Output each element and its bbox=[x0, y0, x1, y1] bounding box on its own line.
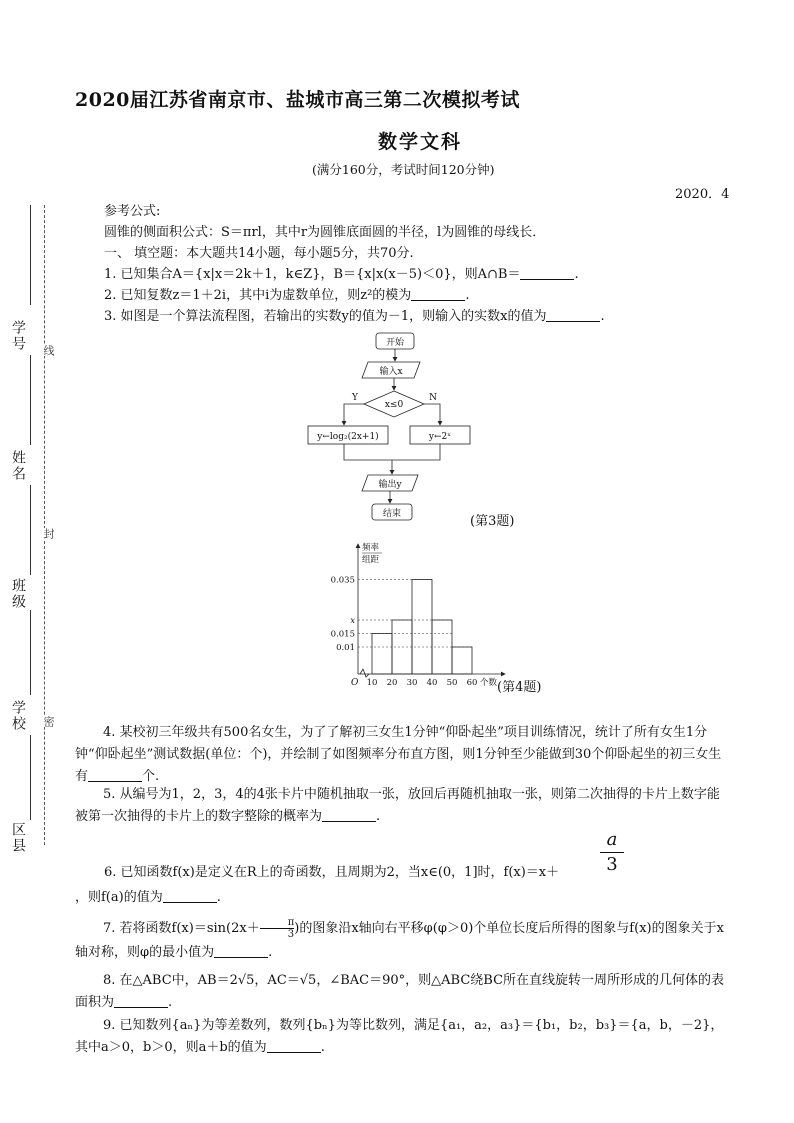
flow-condition-label: x≤0 bbox=[384, 400, 404, 410]
question-6-tail-text: ，则f(a)的值为 bbox=[75, 890, 163, 905]
margin-mark-seal: 封 bbox=[42, 528, 55, 539]
answer-blank bbox=[88, 769, 142, 782]
answer-blank bbox=[546, 309, 600, 322]
y-axis-label-top: 频率 bbox=[362, 543, 380, 553]
question-8-text: 8. 在△ABC中，AB＝2√5，AC＝√5，∠BAC＝90°，则△ABC绕BC所在直线旋转一周所形成的几何体的表面积为 bbox=[75, 973, 725, 1010]
flow-yes-label: Y bbox=[352, 393, 358, 403]
question-6-fraction bbox=[600, 830, 624, 875]
question-6-tail: ，则f(a)的值为 . bbox=[75, 890, 221, 905]
histogram-chart bbox=[320, 538, 520, 698]
question-6-main bbox=[104, 862, 559, 883]
exam-title: 2020届江苏省南京市、盐城市高三第二次模拟考试 bbox=[75, 89, 520, 111]
flow-output-label: 输出y bbox=[378, 480, 402, 490]
question-3: 3. 如图是一个算法流程图，若输出的实数y的值为－1，则输入的实数x的值为 . bbox=[104, 309, 605, 324]
flow-right-label: y←2ˣ bbox=[428, 432, 452, 442]
margin-label-student-id: 学号 bbox=[10, 320, 26, 352]
margin-field-line bbox=[30, 610, 31, 695]
fraction-numerator: a bbox=[606, 829, 618, 850]
question-3-text: 3. 如图是一个算法流程图，若输出的实数y的值为－1，则输入的实数x的值为 bbox=[104, 309, 547, 324]
answer-blank bbox=[163, 890, 217, 903]
question-5: 5. 从编号为1，2，3，4的4张卡片中随机抽取一张，放回后再随机抽取一张，则第二次抽得的卡片上数字能被第一次抽得的卡片上的数字整除的概率为 . bbox=[75, 787, 720, 824]
question-1: 1. 已知集合A＝{x|x＝2k＋1，k∈Z}，B＝{x|x(x－5)＜0}，则A∩B＝ . bbox=[104, 267, 579, 282]
x-tick-label: 30 bbox=[406, 678, 418, 688]
question-9-text: 9. 已知数列{aₙ}为等差数列，数列{bₙ}为等比数列，满足{a₁，a₂，a₃}＝{b₁，b₂，b₃}＝{a，b，－2}，其中a＞0，b＞0，则a＋b的值为 bbox=[75, 1018, 724, 1055]
question-4-text: 4. 某校初三年级共有500名女生，为了了解初三女生1分钟“仰卧起坐”项目训练情况，统计了所有女生1分钟“仰卧起坐”测试数据(单位：个)，并绘制了如图频率分布直方图，则1分钟至少能做到30个仰卧起坐的初三女生有 bbox=[75, 725, 722, 784]
flow-end-label: 结束 bbox=[382, 509, 402, 519]
flow-left-label: y←log₂(2x+1) bbox=[317, 432, 379, 442]
y-axis-label-bottom: 组距 bbox=[362, 555, 380, 565]
flow-no-label: N bbox=[429, 393, 437, 403]
question-7: 7. 若将函数f(x)＝sin(2x＋ $\frac{\pi}{3}$ )的图象沿x轴向右平移φ(φ＞0)个单位长度后所得的图象与f(x)的图象关于x轴对称，则φ的最小值为 . bbox=[75, 917, 724, 960]
y-tick-label: 0.015 bbox=[330, 629, 355, 640]
question-6-text: 6. 已知函数f(x)是定义在R上的奇函数，且周期为2，当x∈(0，1]时，f(x)＝x＋ bbox=[104, 865, 560, 880]
question-7-text-b: )的图象沿x轴向右平移φ(φ＞0)个单位长度后所得的图象与f(x)的图象关于x轴对称，则φ的最小值为 bbox=[75, 921, 724, 960]
question-7-text-a: 7. 若将函数f(x)＝sin(2x＋ bbox=[103, 921, 260, 936]
margin-mark-line: 线 bbox=[42, 345, 55, 356]
x-tick-label: 10 bbox=[366, 678, 378, 688]
origin-label: O bbox=[351, 678, 359, 688]
margin-dashed-line bbox=[44, 205, 45, 845]
answer-blank bbox=[114, 995, 168, 1008]
histogram-bar bbox=[412, 580, 432, 675]
answer-blank bbox=[411, 288, 465, 301]
formula-text: 圆锥的侧面积公式：S＝πrl，其中r为圆锥底面圆的半径，l为圆锥的母线长． bbox=[104, 225, 546, 240]
margin-label-name: 姓名 bbox=[10, 450, 26, 482]
histogram-bar bbox=[452, 647, 472, 674]
x-tick-label: 60 bbox=[466, 678, 478, 688]
question-8: 8. 在△ABC中，AB＝2√5，AC＝√5，∠BAC＝90°，则△ABC绕BC所在直线旋转一周所形成的几何体的表面积为 . bbox=[75, 973, 725, 1010]
answer-blank bbox=[214, 945, 268, 958]
margin-field-line bbox=[30, 485, 31, 575]
margin-field-line bbox=[30, 735, 31, 820]
axis-break bbox=[360, 669, 369, 677]
margin-label-class: 班级 bbox=[10, 578, 26, 610]
question-9: 9. 已知数列{aₙ}为等差数列，数列{bₙ}为等比数列，满足{a₁，a₂，a₃}＝{b₁，b₂，b₃}＝{a，b，－2}，其中a＞0，b＞0，则a＋b的值为 . bbox=[75, 1018, 724, 1055]
question-4-end: 个. bbox=[142, 769, 160, 784]
figure-3-caption: (第3题) bbox=[470, 514, 515, 529]
margin-mark-secret: 密 bbox=[42, 716, 55, 727]
formula-heading: 参考公式: bbox=[104, 204, 161, 219]
margin-field-line bbox=[30, 205, 31, 305]
y-tick-label: x bbox=[350, 616, 355, 626]
fraction-denominator: 3 bbox=[606, 854, 618, 875]
x-tick-label: 40 bbox=[426, 678, 438, 688]
x-tick-label: 20 bbox=[386, 678, 398, 688]
answer-blank bbox=[267, 1040, 321, 1053]
margin-field-line bbox=[30, 355, 31, 445]
x-axis-label: 个数 bbox=[480, 678, 498, 688]
exam-subtitle: 数学文科 bbox=[378, 131, 463, 153]
question-2: 2. 已知复数z＝1＋2i，其中i为虚数单位，则z²的模为 . bbox=[104, 288, 470, 303]
margin-label-school: 学校 bbox=[10, 700, 26, 732]
margin-label-district: 区县 bbox=[10, 822, 26, 854]
question-7-fraction bbox=[260, 917, 295, 940]
answer-blank bbox=[322, 809, 376, 822]
section-heading: 一、 填空题：本大题共14小题，每小题5分，共70分. bbox=[104, 246, 414, 261]
figure-4-caption: (第4题) bbox=[497, 680, 542, 695]
y-tick-label: 0.01 bbox=[336, 643, 355, 653]
exam-note: (满分160分，考试时间120分钟) bbox=[312, 162, 495, 177]
y-tick-label: 0.035 bbox=[330, 575, 355, 586]
flow-input-label: 输入x bbox=[379, 367, 403, 377]
answer-blank bbox=[520, 267, 574, 280]
x-tick-label: 50 bbox=[446, 678, 458, 688]
question-1-text: 1. 已知集合A＝{x|x＝2k＋1，k∈Z}，B＝{x|x(x－5)＜0}，则A∩B＝ bbox=[104, 267, 521, 282]
question-5-text: 5. 从编号为1，2，3，4的4张卡片中随机抽取一张，放回后再随机抽取一张，则第二次抽得的卡片上数字能被第一次抽得的卡片上的数字整除的概率为 bbox=[75, 787, 720, 824]
histogram-bar bbox=[372, 634, 392, 675]
fraction-denominator: 3 bbox=[260, 928, 295, 940]
flow-start-label: 开始 bbox=[385, 338, 405, 348]
question-2-text: 2. 已知复数z＝1＋2i，其中i为虚数单位，则z²的模为 bbox=[104, 288, 412, 303]
flowchart bbox=[300, 328, 480, 528]
fraction-numerator: π bbox=[287, 917, 295, 928]
question-4 bbox=[75, 722, 730, 788]
exam-date: 2020．4 bbox=[675, 187, 730, 202]
